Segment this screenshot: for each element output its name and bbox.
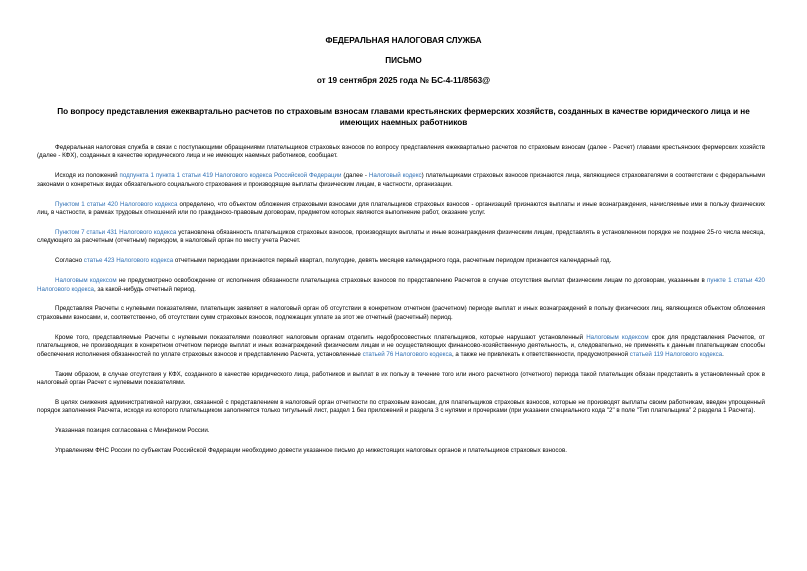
document-type-heading: ПИСЬМО — [385, 56, 422, 65]
paragraph-object — [0, 201, 807, 218]
paragraph-obligation — [0, 229, 807, 246]
text-span: отчетными периодами признаются первый квартал, полугодие, девять месяцев календарного года, расчетным периодом признается календарный год. — [173, 257, 612, 265]
paragraph-conclusion: Таким образом, в случае отсутствия у КФХ, созданного в качестве юридического лица, работников и выплат в их пользу в течение того или иного расчетного (отчетного) периода такой плательщик обязан представить в установленный срок в налоговый орган Расчет с нулевыми показателями. — [37, 370, 765, 386]
link-tax-code[interactable]: Налоговым кодексом — [55, 277, 117, 285]
link-article-420-p1[interactable]: Пунктом 1 статьи 420 Налогового кодекса — [55, 200, 178, 208]
paragraph-simplified-order: В целях снижения административной нагрузки, связанной с представлением в налоговый орган отчетности по страховым взносам, для плательщиков страховых взносов, которые не производят выплаты своим работникам, введен упрощенный порядок заполнения Расчета, исходя из которого плательщиком заполняется только титульный лист, раздел 1 без приложений и раздела 3 с нулями и прочерками (при указании специального кода "2" в поле "Тип плательщика" 2 раздела 1 Расчета). — [37, 398, 765, 415]
organization-heading: ФЕДЕРАЛЬНАЯ НАЛОГОВАЯ СЛУЖБА — [325, 36, 482, 45]
link-article-420-p1[interactable]: пункте 1 статьи 420 Налогового кодекса — [37, 277, 765, 293]
text-span: не предусмотрено освобождение от исполнения обязанности плательщика страховых взносов по представлению Расчетов в случае отсутствия выплат физическим лицам по договорам, указанным в — [116, 277, 707, 285]
text-span: установлена обязанность плательщиков страховых взносов, производящих выплаты и иные вознаграждения физическим лицам, представлять в установленном порядке не позднее 25-го числа месяца, следующего за расчетным (отчетным) периодом, в налоговый орган по месту учета Расчет. — [37, 228, 765, 245]
link-tax-code[interactable]: Налоговым кодексом — [586, 333, 649, 341]
text-span: Согласно — [55, 257, 84, 265]
document-subject: По вопросу представления ежеквартально расчетов по страховым взносам главами крестьянских фермерских хозяйств, созданных в качестве юридического лица и не имеющих наемных работников — [57, 107, 750, 127]
text-span: ) плательщиками страховых взносов признаются лица, являющиеся страхователями в соответствии с федеральными законами о конкретных видах обязательного социального страхования и производящие выплаты физическим лицам, в частности, организации. — [37, 172, 765, 188]
link-tax-code[interactable]: Налоговый кодекс — [368, 172, 422, 180]
link-article-419[interactable]: подпункта 1 пункта 1 статьи 419 Налогового кодекса Российской Федерации — [119, 172, 342, 180]
document-date-number: от 19 сентября 2025 года № БС-4-11/8563@ — [316, 76, 491, 85]
paragraph-no-exemption — [0, 277, 807, 294]
text-span: (далее - — [341, 172, 369, 180]
link-article-423[interactable]: статье 423 Налогового кодекса — [83, 257, 174, 265]
text-span: . — [722, 350, 724, 358]
paragraph-agreement: Указанная позиция согласована с Минфином России. — [55, 427, 210, 435]
text-span: определено, что объектом обложения страховыми взносами для плательщиков страховых взносов - организаций признаются выплаты и иные вознаграждения, начисляемые ими в пользу физических лиц, в частности, в рамках трудовых отношений или по гражданско-правовым договорам, предметом которых являются выполнение работ, оказание услуг. — [37, 200, 765, 217]
paragraph-instruction: Управлениям ФНС России по субъектам Российской Федерации необходимо довести указанное письмо до нижестоящих налоговых органов и плательщиков страховых взносов. — [55, 447, 567, 455]
paragraph-intro: Федеральная налоговая служба в связи с поступающими обращениями плательщиков страховых взносов по вопросу представления ежеквартально расчетов по страховым взносам (далее - Расчет) главами крестьянских фермерских хозяйств (далее - КФХ), созданных в качестве юридического лица и не имеющих наемных работников, сообщает. — [37, 144, 765, 160]
link-article-431-p7[interactable]: Пунктом 7 статьи 431 Налогового кодекса — [55, 228, 177, 236]
text-span: срок для представления Расчетов, от плательщиков, не производящих в конкретном отчетном периоде выплат и иных вознаграждений физическим лицам и не осуществляющих финансово-хозяйственную деятельность, и, следовательно, не применять к данным плательщикам способы обеспечения исполнения обязанностей по уплате страховых взносов и представлению Расчета, установленные — [37, 333, 765, 358]
link-article-76[interactable]: статьей 76 Налогового кодекса — [362, 350, 452, 358]
link-article-119[interactable]: статьей 119 Налогового кодекса — [629, 350, 723, 358]
text-span: , а также не привлекать к ответственности, предусмотренной — [451, 350, 630, 358]
text-span: , за какой-нибудь отчетный период. — [93, 285, 196, 293]
paragraph-payers — [0, 172, 807, 189]
paragraph-zero-reports: Представляя Расчеты с нулевыми показателями, плательщик заявляет в налоговый орган об отсутствии в конкретном отчетном (расчетном) периоде выплат и иных вознаграждений в пользу физических лиц, являющихся объектом обложения страховыми взносами, и, соответственно, об отсутствии сумм страховых взносов, подлежащих уплате за этот же отчетный (расчетный) период. — [37, 305, 765, 321]
text-span: Кроме того, представляемые Расчеты с нулевыми показателями позволяют налоговым органам отделить недобросовестных плательщиков, которые нарушают установленный — [55, 333, 587, 341]
text-span: Исходя из положений — [55, 172, 120, 180]
paragraph-periods — [0, 257, 807, 265]
paragraph-benefits — [0, 334, 807, 359]
